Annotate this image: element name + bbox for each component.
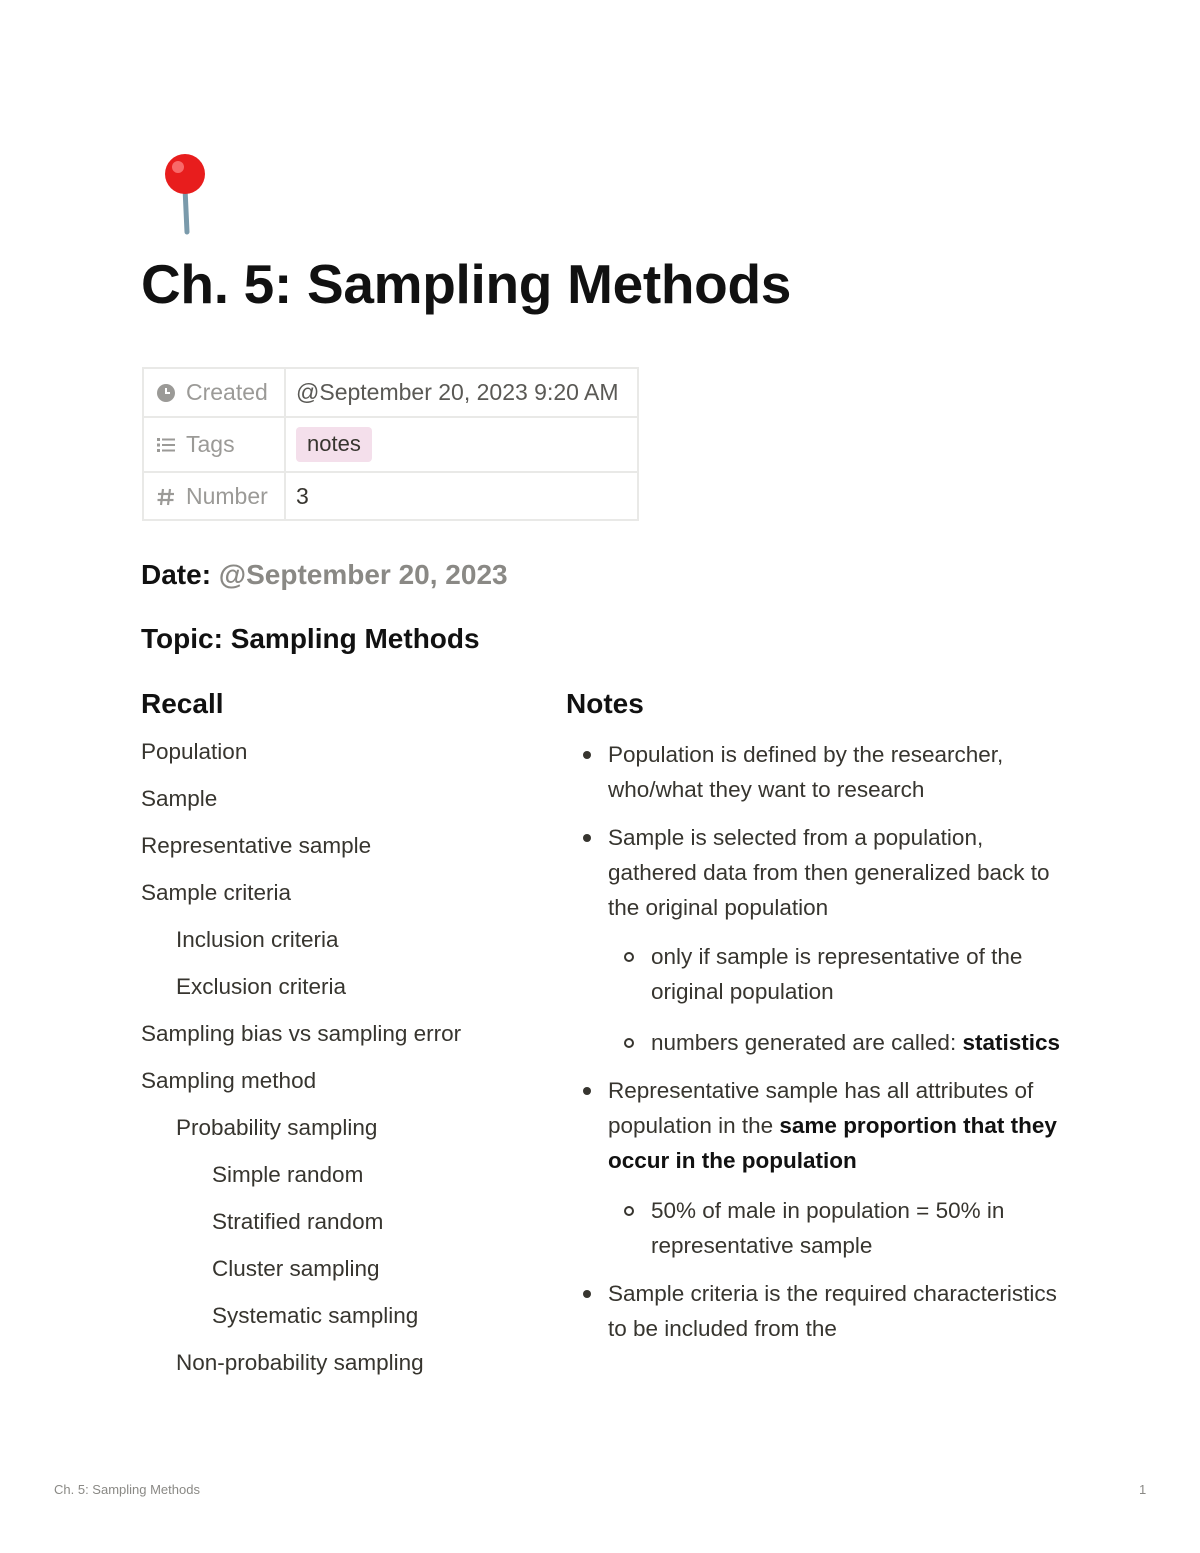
list-item: Inclusion criteria: [176, 927, 339, 952]
note-subitem: [566, 939, 1066, 1009]
note-text: only if sample is representative of the original population: [651, 944, 1023, 1004]
tag-badge[interactable]: notes: [296, 427, 372, 462]
note-bold: statistics: [962, 1030, 1061, 1055]
bullet-dot-icon: [583, 751, 591, 759]
list-item: Simple random: [212, 1162, 364, 1187]
number-value[interactable]: 3: [285, 472, 638, 520]
property-key-tags: [143, 417, 285, 472]
page-title: Ch. 5: Sampling Methods: [141, 253, 792, 315]
page-number: 1: [1139, 1482, 1147, 1497]
property-row-tags[interactable]: [143, 417, 638, 472]
bullet-circle-icon: [624, 1038, 634, 1048]
note-item: [566, 1276, 1066, 1346]
property-row-number[interactable]: [143, 472, 638, 520]
notes-heading: Notes: [566, 688, 644, 719]
note-text: numbers generated are called:: [651, 1030, 963, 1055]
hash-icon: [156, 486, 176, 506]
list-item: Sampling method: [141, 1068, 317, 1093]
note-item: [566, 737, 1066, 807]
list-item: Population: [141, 739, 248, 764]
property-label: Number: [186, 482, 268, 509]
bullet-dot-icon: [583, 1087, 591, 1095]
list-item: Representative sample: [141, 833, 372, 858]
list-item: Systematic sampling: [212, 1303, 419, 1328]
bullet-circle-icon: [624, 952, 634, 962]
list-item: Sample: [141, 786, 218, 811]
property-key-created: [143, 368, 285, 417]
property-row-created[interactable]: [143, 368, 638, 417]
property-label: Created: [186, 379, 268, 405]
note-text: 50% of male in population = 50% in representative sample: [651, 1198, 1005, 1258]
note-text: Sample is selected from a population, gathered data from then generalized back to the original population: [608, 825, 1050, 920]
date-line: [141, 559, 508, 591]
bullet-dot-icon: [583, 834, 591, 842]
list-item: Sampling bias vs sampling error: [141, 1021, 462, 1046]
topic-heading: Topic: Sampling Methods: [141, 623, 480, 654]
recall-heading: Recall: [141, 688, 224, 719]
date-mention[interactable]: @September 20, 2023: [218, 559, 508, 590]
pushpin-icon: [150, 150, 220, 240]
property-key-number: [143, 472, 285, 520]
note-bold: same proportion that they occur in the population: [608, 1113, 1057, 1173]
list-icon: [156, 434, 176, 454]
list-item: Stratified random: [212, 1209, 384, 1234]
clock-icon: [156, 382, 176, 402]
list-item: Cluster sampling: [212, 1256, 380, 1281]
list-item: Non-probability sampling: [176, 1350, 424, 1375]
list-item: Exclusion criteria: [176, 974, 347, 999]
note-subitem: [566, 1193, 1066, 1263]
note-text: Sample criteria is the required characteristics to be included from the: [608, 1281, 1057, 1341]
note-item: [566, 820, 1066, 925]
bullet-circle-icon: [624, 1206, 634, 1216]
notes-list: [566, 737, 1066, 1346]
recall-list: [141, 736, 541, 1394]
property-label: Tags: [186, 431, 235, 457]
tags-value[interactable]: [285, 417, 638, 472]
bullet-dot-icon: [583, 1290, 591, 1298]
list-item: Probability sampling: [176, 1115, 378, 1140]
note-subitem: [566, 1025, 1066, 1060]
date-label: Date:: [141, 559, 212, 590]
note-text: Population is defined by the researcher, who/what they want to research: [608, 742, 1004, 802]
footer-title: Ch. 5: Sampling Methods: [54, 1482, 200, 1497]
list-item: Sample criteria: [141, 880, 292, 905]
properties-table: [142, 367, 639, 521]
created-value[interactable]: @September 20, 2023 9:20 AM: [285, 368, 638, 417]
note-item: [566, 1073, 1066, 1178]
note-text: Representative sample has all attributes of population in the: [608, 1078, 1034, 1138]
